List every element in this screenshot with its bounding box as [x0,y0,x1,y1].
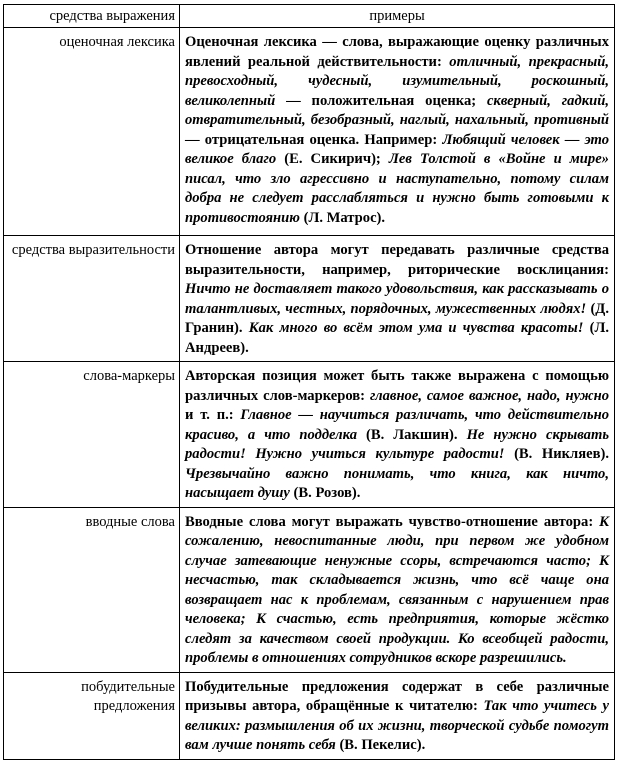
table-row [4,362,615,508]
example-text: (В. Никляев). [504,446,609,462]
row-label: побудительные предложения [4,672,180,759]
example-text: Авторская позиция может быть также выражена с помощью различных слов-маркеров: [185,368,609,404]
example-quote: Не нужно скрывать радости! Нужно учиться культуре радости! [185,426,609,462]
row-examples [180,236,615,362]
example-text: — положительная оценка; [275,92,487,109]
table-row [4,28,615,236]
example-quote: К сожалению, невоспитанные люди, при первом же удобном случае затевающие ненужные ссоры, встречаются часто; К несчастью, так складывается жизнь, что всё чаще она возвращает нас к проблемам, связанным с нарушением прав человека; К счастью, есть предприятия, которые жёстко следят за качеством своей продукции. Ко всеобщей радости, проблемы в отношениях сотрудников вскоре разрешились. [185,513,609,666]
example-text: (Е. Сикирич); [276,151,389,167]
example-text: (Д. Гранин). [185,300,609,336]
table-header-row [4,5,615,28]
example-quote: главное, самое важное, надо, нужно [369,387,609,404]
example-text: и т. п.: [185,407,241,423]
example-quote: Чрезвычайно важно понимать, что книга, как ничто, насыщает душу [185,465,609,501]
example-text: (Л. Матрос). [299,209,386,226]
example-text: (В. Пекелис). [335,737,426,753]
example-text: Вводные слова могут выражать чувство-отношение автора: [185,513,600,530]
header-means: средства выражения [4,5,180,28]
example-quote: Лев Толстой в «Войне и мире» писал, что зло агрессивно и наступательно, потому силам добра не следует расслабляться и нужно быть готовыми к противостоянию [185,151,609,226]
example-text: Побудительные предложения содержат в себе различные призывы автора, обращённые к читателю: [185,678,609,714]
example-quote: Ничто не доставляет такого удовольствия, как рассказывать о талантливых, честных, порядочных, мужественных людях! [185,281,609,317]
example-text: Отношение автора могут передавать различные средства выразительности, например, риторические восклицания: [185,242,609,278]
example-text: (В. Лакшин). [357,426,467,443]
row-label: оценочная лексика [4,28,180,236]
example-quote: скверный, гадкий, отвратительный, безобразный, наглый, нахальный, противный [185,92,609,128]
example-quote: Любящий человек — это великое благо [185,131,609,167]
header-examples: примеры [180,5,615,28]
row-label: слова-маркеры [4,362,180,508]
row-label: вводные слова [4,507,180,672]
example-quote: отличный, прекрасный, превосходный, чудесный, изумительный, роскошный, великолепный [185,53,609,109]
row-label: средства выразительности [4,236,180,362]
example-quote: Главное — научиться различать, что действительно красиво, а что подделка [185,407,609,443]
example-text: (В. Розов). [289,485,361,501]
table-row [4,507,615,672]
row-examples [180,28,615,236]
example-quote: Так что учитесь у великих: размышления об их жизни, творческой судьбе помогут вам лучше понять себя [185,698,610,753]
expression-means-table [3,4,615,760]
row-examples [180,672,615,759]
table-row [4,672,615,759]
example-text: (Л. Андреев). [185,320,610,356]
example-quote: Как много во всём этом ума и чувства красоты! [248,320,584,336]
example-text: — отрицательная оценка. Например: [185,131,443,148]
table-row [4,236,615,362]
row-examples [180,507,615,672]
row-examples [180,362,615,508]
example-text: Оценочная лексика — слова, выражающие оценку различных явлений реальной действительности: [185,34,609,70]
